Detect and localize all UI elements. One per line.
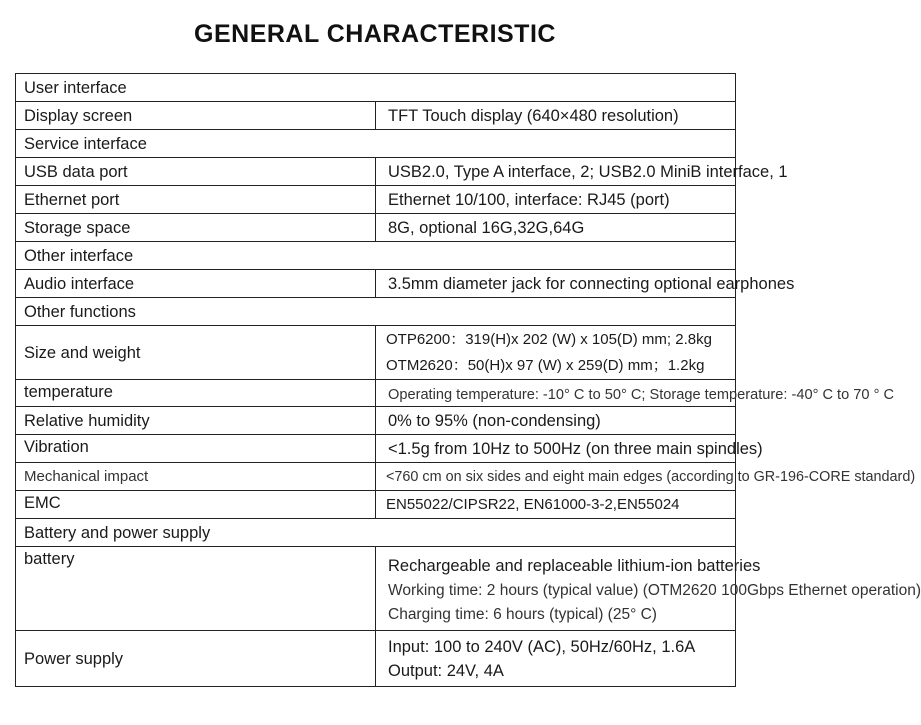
table-row <box>16 631 736 687</box>
value-power-input: Input: 100 to 240V (AC), 50Hz/60Hz, 1.6A <box>388 637 696 656</box>
value-battery-charging-time: Charging time: 6 hours (typical) (25° C) <box>388 605 657 623</box>
table-row <box>16 435 736 463</box>
value-storage-space: 8G, optional 16G,32G,64G <box>376 214 736 242</box>
table-row <box>16 214 736 242</box>
value-audio-interface: 3.5mm diameter jack for connecting optional earphones <box>376 270 736 298</box>
table-row <box>16 463 736 491</box>
value-power-output: Output: 24V, 4A <box>388 661 504 680</box>
value-display-screen: TFT Touch display (640×480 resolution) <box>376 102 736 130</box>
value-size-otm2620: OTM2620：50(H)x 97 (W) x 259(D) mm；1.2kg <box>386 356 705 374</box>
value-ethernet-port: Ethernet 10/100, interface: RJ45 (port) <box>376 186 736 214</box>
label-power-supply: Power supply <box>16 631 376 687</box>
label-storage-space: Storage space <box>16 214 376 242</box>
label-temperature: temperature <box>16 380 376 407</box>
label-battery: battery <box>16 547 376 631</box>
label-vibration: Vibration <box>16 435 376 463</box>
value-emc: EN55022/CIPSR22, EN61000-3-2,EN55024 <box>376 491 736 519</box>
section-user-interface: User interface <box>16 74 736 102</box>
table-row <box>16 102 736 130</box>
table-row <box>16 407 736 435</box>
value-battery-type: Rechargeable and replaceable lithium-ion batteries <box>388 556 761 575</box>
section-other-interface: Other interface <box>16 242 736 270</box>
table-row <box>16 491 736 519</box>
page-title: GENERAL CHARACTERISTIC <box>194 20 556 48</box>
value-mechanical-impact: <760 cm on six sides and eight main edges (according to GR-196-CORE standard) <box>376 463 736 491</box>
spec-table <box>15 73 921 687</box>
label-audio-interface: Audio interface <box>16 270 376 298</box>
table-row <box>16 158 736 186</box>
section-row <box>16 74 736 102</box>
section-battery-power: Battery and power supply <box>16 519 736 547</box>
value-temperature: Operating temperature: -10° C to 50° C; Storage temperature: -40° C to 70 ° C <box>376 380 736 407</box>
label-ethernet-port: Ethernet port <box>16 186 376 214</box>
value-usb-port: USB2.0, Type A interface, 2; USB2.0 MiniB interface, 1 <box>376 158 736 186</box>
label-display-screen: Display screen <box>16 102 376 130</box>
label-emc: EMC <box>16 491 376 519</box>
section-other-functions: Other functions <box>16 298 736 326</box>
label-humidity: Relative humidity <box>16 407 376 435</box>
label-mechanical-impact: Mechanical impact <box>16 463 376 491</box>
value-vibration: <1.5g from 10Hz to 500Hz (on three main spindles) <box>376 435 736 463</box>
section-row <box>16 130 736 158</box>
section-service-interface: Service interface <box>16 130 736 158</box>
table-row <box>16 186 736 214</box>
table-row <box>16 547 736 631</box>
section-row <box>16 298 736 326</box>
section-row <box>16 519 736 547</box>
label-size-weight: Size and weight <box>16 326 376 380</box>
value-battery-working-time: Working time: 2 hours (typical value) (OTM2620 100Gbps Ethernet operation) <box>388 581 921 599</box>
table-row <box>16 270 736 298</box>
value-humidity: 0% to 95% (non-condensing) <box>376 407 736 435</box>
label-usb-port: USB data port <box>16 158 376 186</box>
section-row <box>16 242 736 270</box>
table-row <box>16 326 736 380</box>
table-row <box>16 380 736 407</box>
value-size-otp6200: OTP6200：319(H)x 202 (W) x 105(D) mm; 2.8kg <box>386 330 712 348</box>
